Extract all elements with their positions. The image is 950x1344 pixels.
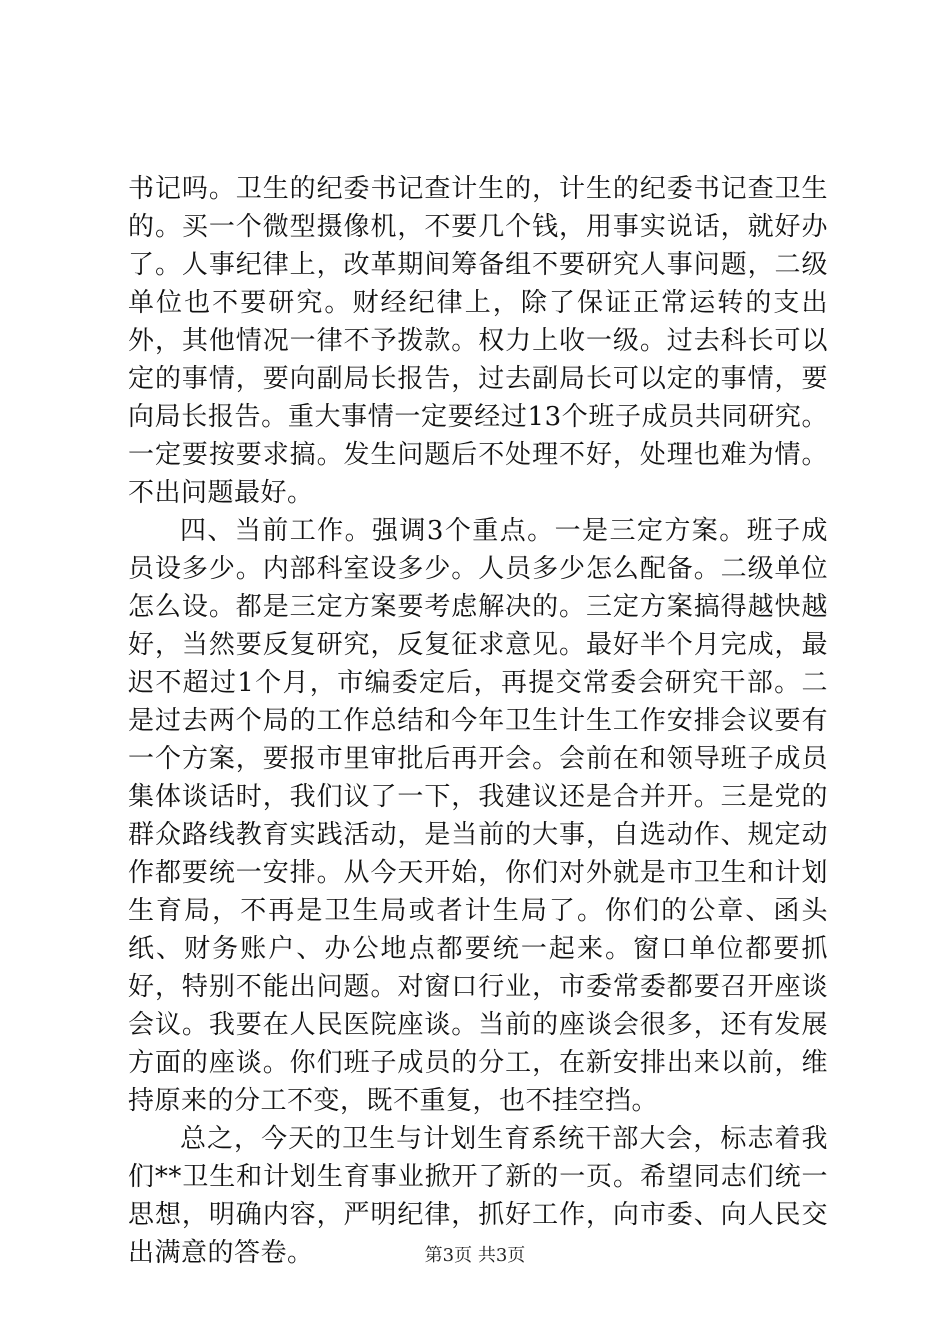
- paragraph-continuation: 书记吗。卫生的纪委书记查计生的，计生的纪委书记查卫生的。买一个微型摄像机，不要几个钱，用事实说话，就好办了。人事纪律上，改革期间筹备组不要研究人事问题，二级单位也不要研究。财经纪律上，除了保证正常运转的支出外，其他情况一律不予拨款。权力上收一级。过去科长可以定的事情，要向副局长报告，过去副局长可以定的事情，要向局长报告。重大事情一定要经过13个班子成员共同研究。一定要按要求搞。发生问题后不处理不好，处理也难为情。不出问题最好。: [128, 174, 828, 508]
- document-body: [128, 170, 828, 1272]
- paragraph-current-work: 四、当前工作。强调3个重点。一是三定方案。班子成员设多少。内部科室设多少。人员多少怎么配备。二级单位怎么设。都是三定方案要考虑解决的。三定方案搞得越快越好，当然要反复研究，反复征求意见。最好半个月完成，最迟不超过1个月，市编委定后，再提交常委会研究干部。二是过去两个局的工作总结和今年卫生计生工作安排会议要有一个方案，要报市里审批后再开会。会前在和领导班子成员集体谈话时，我们议了一下，我建议还是合并开。三是党的群众路线教育实践活动，是当前的大事，自选动作、规定动作都要统一安排。从今天开始，你们对外就是市卫生和计划生育局，不再是卫生局或者计生局了。你们的公章、函头纸、财务账户、办公地点都要统一起来。窗口单位都要抓好，特别不能出问题。对窗口行业，市委常委都要召开座谈会议。我要在人民医院座谈。当前的座谈会很多，还有发展方面的座谈。你们班子成员的分工，在新安排出来以前，维持原来的分工不变，既不重复，也不挂空挡。: [128, 516, 828, 1116]
- paragraph-conclusion: 总之，今天的卫生与计划生育系统干部大会，标志着我们**卫生和计划生育事业掀开了新的一页。希望同志们统一思想，明确内容，严明纪律，抓好工作，向市委、向人民交出满意的答卷。: [128, 1124, 828, 1268]
- page-footer: 第3页 共3页: [424, 1245, 526, 1266]
